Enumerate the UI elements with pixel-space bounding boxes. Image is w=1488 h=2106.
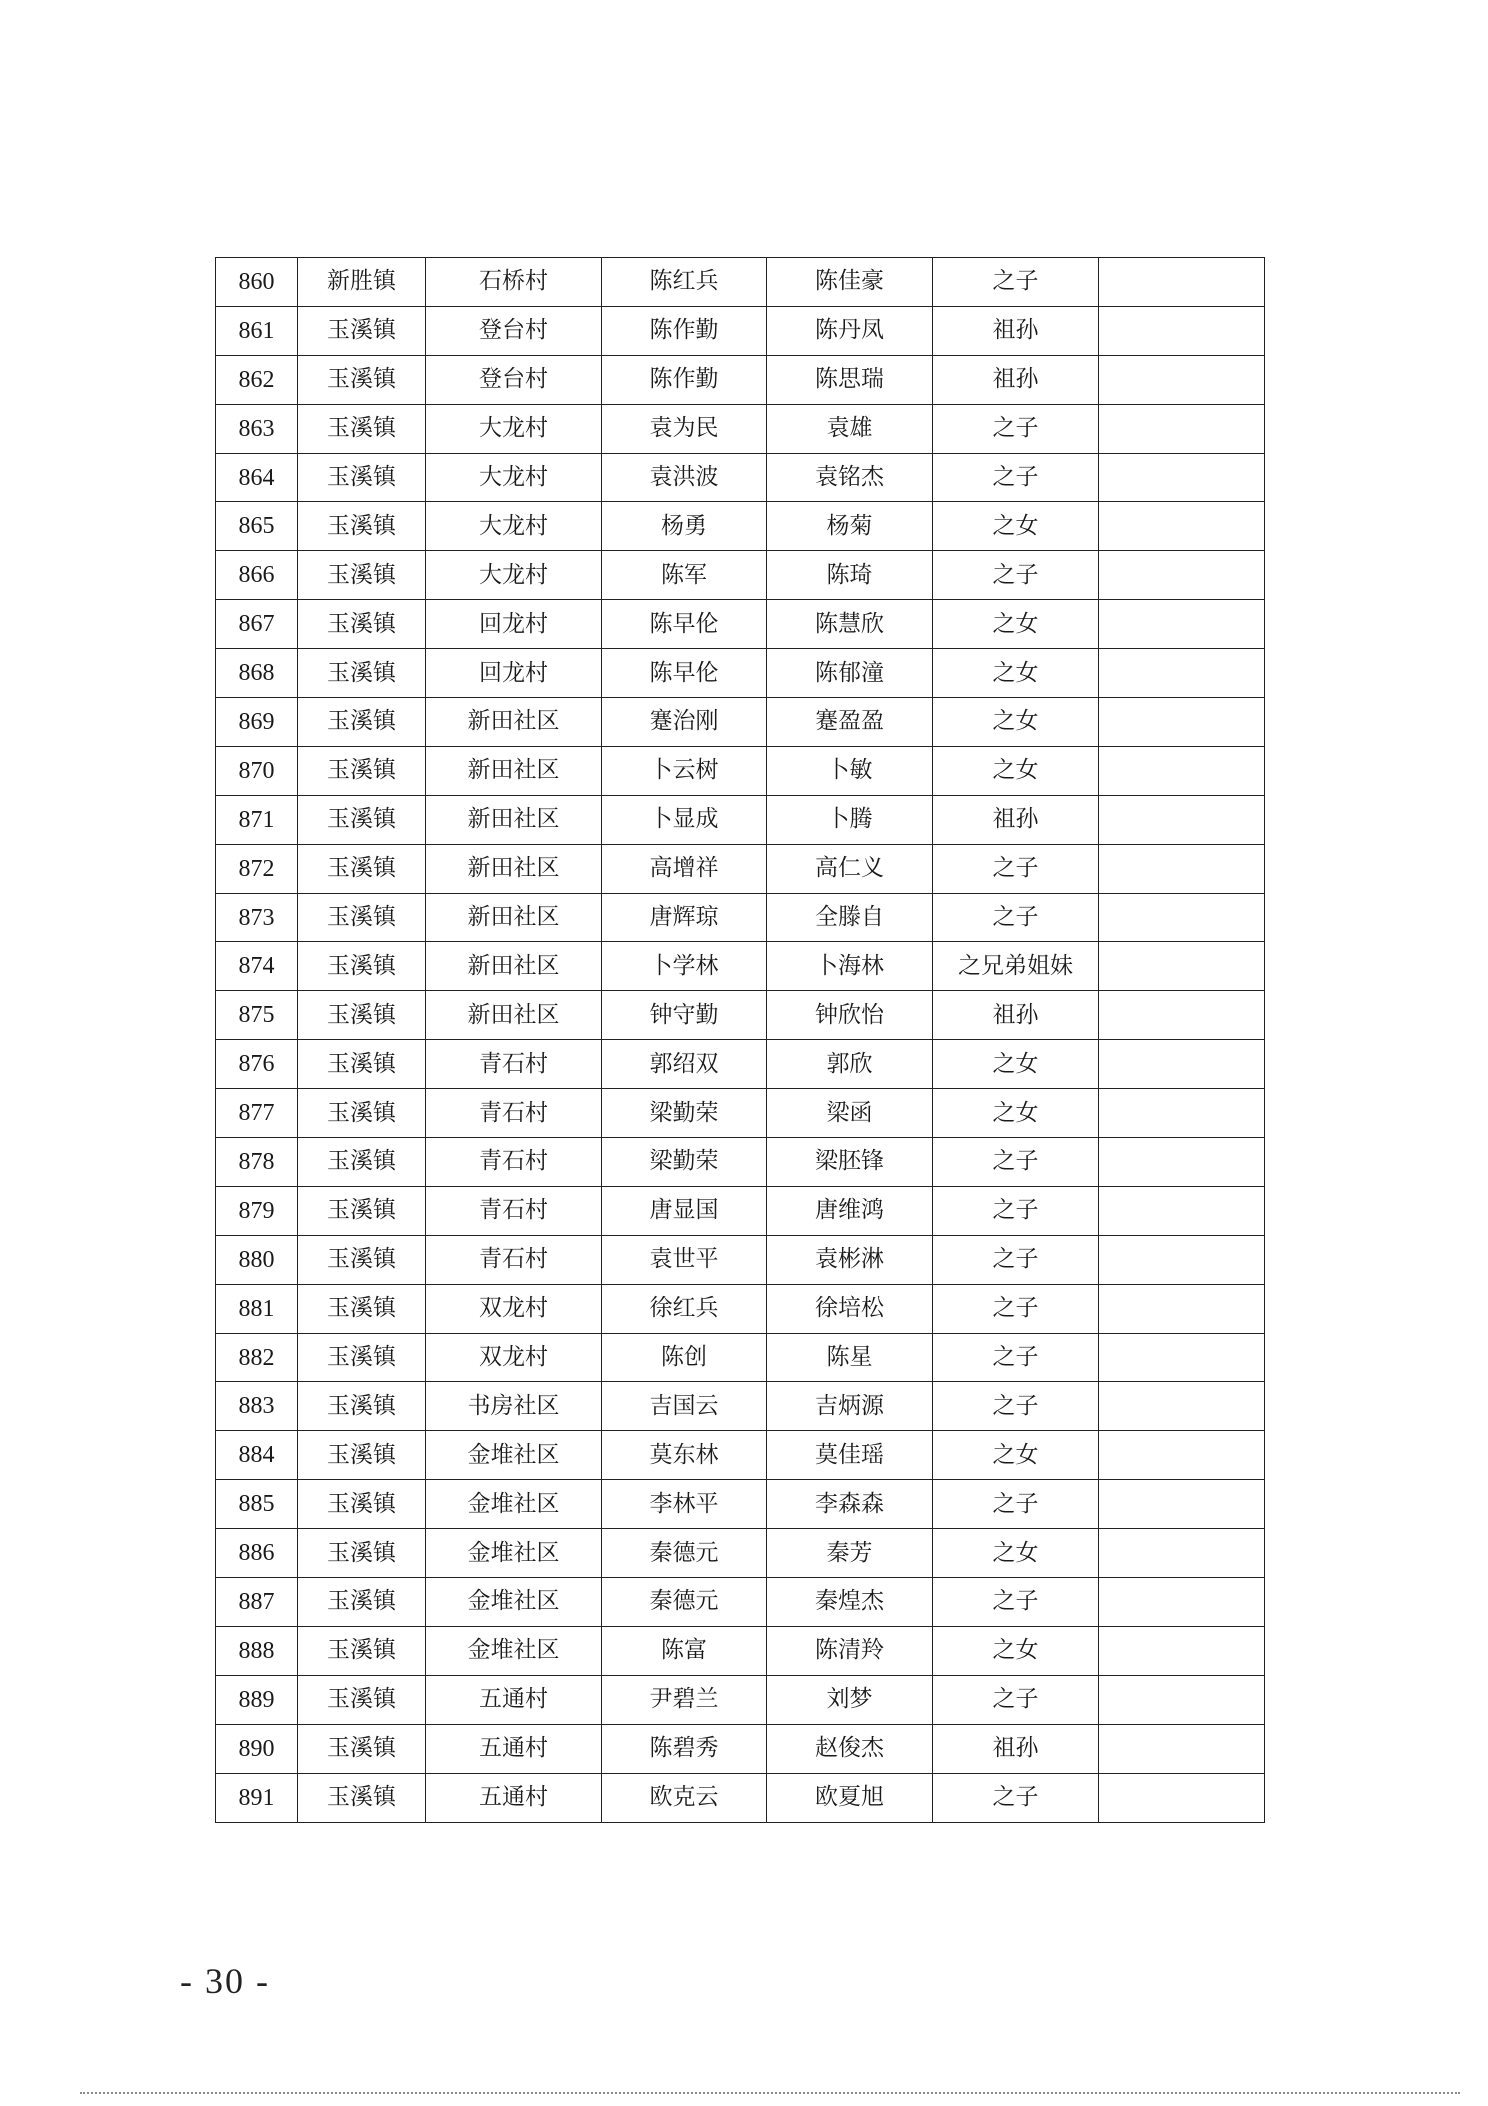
cell-child-name: 郭欣 <box>767 1040 933 1089</box>
table-row <box>216 795 1265 844</box>
cell-parent-name: 陈碧秀 <box>602 1724 767 1773</box>
cell-note <box>1099 1773 1265 1822</box>
cell-parent-name: 袁为民 <box>602 404 767 453</box>
cell-child-name: 秦芳 <box>767 1529 933 1578</box>
cell-number: 865 <box>216 502 298 551</box>
cell-number: 885 <box>216 1480 298 1529</box>
cell-village: 金堆社区 <box>426 1480 602 1529</box>
cell-number: 870 <box>216 746 298 795</box>
cell-child-name: 欧夏旭 <box>767 1773 933 1822</box>
cell-relation: 之子 <box>933 844 1099 893</box>
table-row <box>216 1675 1265 1724</box>
cell-relation: 之子 <box>933 1284 1099 1333</box>
cell-number: 879 <box>216 1186 298 1235</box>
cell-parent-name: 陈创 <box>602 1333 767 1382</box>
cell-note <box>1099 1431 1265 1480</box>
cell-parent-name: 卜学林 <box>602 942 767 991</box>
cell-note <box>1099 649 1265 698</box>
cell-village: 登台村 <box>426 306 602 355</box>
cell-relation: 之子 <box>933 1773 1099 1822</box>
cell-note <box>1099 1675 1265 1724</box>
table-row <box>216 600 1265 649</box>
cell-village: 回龙村 <box>426 649 602 698</box>
table-row <box>216 551 1265 600</box>
cell-child-name: 卜海林 <box>767 942 933 991</box>
cell-child-name: 高仁义 <box>767 844 933 893</box>
cell-village: 书房社区 <box>426 1382 602 1431</box>
cell-number: 869 <box>216 698 298 747</box>
table-row <box>216 502 1265 551</box>
cell-town: 玉溪镇 <box>298 1480 426 1529</box>
cell-relation: 之子 <box>933 1235 1099 1284</box>
cell-village: 金堆社区 <box>426 1626 602 1675</box>
cell-note <box>1099 551 1265 600</box>
cell-relation: 之子 <box>933 1186 1099 1235</box>
cell-parent-name: 高增祥 <box>602 844 767 893</box>
table-row <box>216 1382 1265 1431</box>
cell-note <box>1099 1138 1265 1187</box>
cell-relation: 之兄弟姐妹 <box>933 942 1099 991</box>
page-number: - 30 - <box>180 1961 270 2001</box>
cell-town: 玉溪镇 <box>298 1186 426 1235</box>
cell-note <box>1099 355 1265 404</box>
cell-village: 金堆社区 <box>426 1529 602 1578</box>
cell-number: 877 <box>216 1089 298 1138</box>
cell-note <box>1099 698 1265 747</box>
cell-child-name: 卜敏 <box>767 746 933 795</box>
cell-child-name: 徐培松 <box>767 1284 933 1333</box>
cell-relation: 祖孙 <box>933 355 1099 404</box>
cell-village: 双龙村 <box>426 1284 602 1333</box>
cell-parent-name: 欧克云 <box>602 1773 767 1822</box>
cell-note <box>1099 1626 1265 1675</box>
table-row <box>216 355 1265 404</box>
cell-parent-name: 卜显成 <box>602 795 767 844</box>
cell-parent-name: 秦德元 <box>602 1529 767 1578</box>
cell-child-name: 唐维鸿 <box>767 1186 933 1235</box>
cell-village: 青石村 <box>426 1235 602 1284</box>
cell-village: 大龙村 <box>426 551 602 600</box>
cell-relation: 之子 <box>933 1382 1099 1431</box>
cell-town: 玉溪镇 <box>298 1773 426 1822</box>
cell-note <box>1099 1529 1265 1578</box>
cell-number: 886 <box>216 1529 298 1578</box>
table-row <box>216 1724 1265 1773</box>
cell-town: 玉溪镇 <box>298 1382 426 1431</box>
cell-relation: 祖孙 <box>933 306 1099 355</box>
table-row <box>216 1480 1265 1529</box>
cell-child-name: 刘梦 <box>767 1675 933 1724</box>
cell-relation: 之子 <box>933 1333 1099 1382</box>
cell-relation: 之子 <box>933 1578 1099 1627</box>
table-row <box>216 1578 1265 1627</box>
cell-village: 新田社区 <box>426 844 602 893</box>
cell-child-name: 陈佳豪 <box>767 258 933 307</box>
cell-number: 881 <box>216 1284 298 1333</box>
cell-child-name: 梁胚锋 <box>767 1138 933 1187</box>
cell-relation: 之女 <box>933 600 1099 649</box>
table-row <box>216 1138 1265 1187</box>
table-row <box>216 1626 1265 1675</box>
cell-note <box>1099 991 1265 1040</box>
cell-number: 874 <box>216 942 298 991</box>
cell-village: 新田社区 <box>426 942 602 991</box>
cell-relation: 之女 <box>933 746 1099 795</box>
cell-number: 888 <box>216 1626 298 1675</box>
cell-village: 回龙村 <box>426 600 602 649</box>
table-row <box>216 404 1265 453</box>
cell-parent-name: 杨勇 <box>602 502 767 551</box>
cell-note <box>1099 1382 1265 1431</box>
cell-parent-name: 陈红兵 <box>602 258 767 307</box>
cell-child-name: 陈琦 <box>767 551 933 600</box>
cell-child-name: 吉炳源 <box>767 1382 933 1431</box>
cell-town: 玉溪镇 <box>298 893 426 942</box>
cell-relation: 之女 <box>933 1431 1099 1480</box>
cell-note <box>1099 1284 1265 1333</box>
cell-relation: 之女 <box>933 1040 1099 1089</box>
cell-town: 玉溪镇 <box>298 942 426 991</box>
cell-note <box>1099 1724 1265 1773</box>
cell-number: 883 <box>216 1382 298 1431</box>
cell-village: 金堆社区 <box>426 1431 602 1480</box>
cell-parent-name: 袁世平 <box>602 1235 767 1284</box>
cell-number: 868 <box>216 649 298 698</box>
cell-town: 玉溪镇 <box>298 1333 426 1382</box>
cell-relation: 之子 <box>933 1675 1099 1724</box>
cell-note <box>1099 1578 1265 1627</box>
cell-child-name: 陈郁潼 <box>767 649 933 698</box>
cell-town: 玉溪镇 <box>298 746 426 795</box>
cell-note <box>1099 844 1265 893</box>
cell-town: 玉溪镇 <box>298 1235 426 1284</box>
cell-parent-name: 蹇治刚 <box>602 698 767 747</box>
cell-number: 866 <box>216 551 298 600</box>
cell-parent-name: 卜云树 <box>602 746 767 795</box>
cell-relation: 之女 <box>933 1529 1099 1578</box>
table-row <box>216 649 1265 698</box>
cell-number: 876 <box>216 1040 298 1089</box>
cell-town: 玉溪镇 <box>298 795 426 844</box>
table-row <box>216 844 1265 893</box>
cell-town: 玉溪镇 <box>298 1724 426 1773</box>
cell-child-name: 陈慧欣 <box>767 600 933 649</box>
scan-edge-artifact <box>80 2092 1460 2094</box>
table-row <box>216 258 1265 307</box>
cell-number: 873 <box>216 893 298 942</box>
table-row <box>216 1773 1265 1822</box>
cell-town: 玉溪镇 <box>298 502 426 551</box>
cell-parent-name: 李林平 <box>602 1480 767 1529</box>
cell-note <box>1099 258 1265 307</box>
cell-child-name: 钟欣怡 <box>767 991 933 1040</box>
cell-parent-name: 唐辉琼 <box>602 893 767 942</box>
cell-relation: 之子 <box>933 1480 1099 1529</box>
cell-town: 玉溪镇 <box>298 355 426 404</box>
cell-child-name: 陈思瑞 <box>767 355 933 404</box>
cell-note <box>1099 1186 1265 1235</box>
cell-parent-name: 陈富 <box>602 1626 767 1675</box>
cell-child-name: 陈丹凤 <box>767 306 933 355</box>
table-row <box>216 1040 1265 1089</box>
cell-child-name: 梁函 <box>767 1089 933 1138</box>
cell-note <box>1099 1480 1265 1529</box>
cell-town: 玉溪镇 <box>298 991 426 1040</box>
cell-child-name: 杨菊 <box>767 502 933 551</box>
table-row <box>216 746 1265 795</box>
cell-parent-name: 徐红兵 <box>602 1284 767 1333</box>
cell-number: 860 <box>216 258 298 307</box>
cell-town: 玉溪镇 <box>298 1675 426 1724</box>
cell-village: 五通村 <box>426 1724 602 1773</box>
cell-number: 871 <box>216 795 298 844</box>
cell-number: 867 <box>216 600 298 649</box>
cell-number: 861 <box>216 306 298 355</box>
cell-child-name: 秦煌杰 <box>767 1578 933 1627</box>
cell-child-name: 莫佳瑶 <box>767 1431 933 1480</box>
cell-child-name: 袁铭杰 <box>767 453 933 502</box>
cell-number: 889 <box>216 1675 298 1724</box>
cell-parent-name: 尹碧兰 <box>602 1675 767 1724</box>
cell-village: 新田社区 <box>426 991 602 1040</box>
cell-relation: 之女 <box>933 698 1099 747</box>
cell-parent-name: 陈军 <box>602 551 767 600</box>
cell-relation: 之女 <box>933 1089 1099 1138</box>
table-row <box>216 893 1265 942</box>
cell-relation: 祖孙 <box>933 795 1099 844</box>
cell-child-name: 蹇盈盈 <box>767 698 933 747</box>
table-row <box>216 453 1265 502</box>
cell-village: 青石村 <box>426 1040 602 1089</box>
table-row <box>216 1186 1265 1235</box>
cell-parent-name: 秦德元 <box>602 1578 767 1627</box>
cell-child-name: 卜腾 <box>767 795 933 844</box>
cell-relation: 之子 <box>933 404 1099 453</box>
cell-parent-name: 袁洪波 <box>602 453 767 502</box>
cell-child-name: 袁彬淋 <box>767 1235 933 1284</box>
cell-number: 872 <box>216 844 298 893</box>
cell-town: 玉溪镇 <box>298 453 426 502</box>
cell-relation: 之子 <box>933 893 1099 942</box>
cell-number: 875 <box>216 991 298 1040</box>
cell-note <box>1099 1333 1265 1382</box>
cell-parent-name: 吉国云 <box>602 1382 767 1431</box>
cell-village: 青石村 <box>426 1186 602 1235</box>
cell-town: 玉溪镇 <box>298 1431 426 1480</box>
cell-note <box>1099 1040 1265 1089</box>
table-row <box>216 1235 1265 1284</box>
cell-number: 884 <box>216 1431 298 1480</box>
cell-note <box>1099 453 1265 502</box>
cell-parent-name: 梁勤荣 <box>602 1138 767 1187</box>
cell-town: 玉溪镇 <box>298 649 426 698</box>
cell-town: 玉溪镇 <box>298 600 426 649</box>
cell-town: 玉溪镇 <box>298 698 426 747</box>
table-row <box>216 1529 1265 1578</box>
table-row <box>216 942 1265 991</box>
cell-number: 882 <box>216 1333 298 1382</box>
cell-relation: 之女 <box>933 649 1099 698</box>
cell-number: 878 <box>216 1138 298 1187</box>
cell-number: 880 <box>216 1235 298 1284</box>
cell-note <box>1099 795 1265 844</box>
cell-relation: 祖孙 <box>933 1724 1099 1773</box>
cell-relation: 之子 <box>933 258 1099 307</box>
cell-parent-name: 陈早伦 <box>602 649 767 698</box>
cell-town: 玉溪镇 <box>298 1138 426 1187</box>
cell-number: 890 <box>216 1724 298 1773</box>
table-row <box>216 1333 1265 1382</box>
cell-relation: 之子 <box>933 1138 1099 1187</box>
cell-parent-name: 梁勤荣 <box>602 1089 767 1138</box>
cell-note <box>1099 502 1265 551</box>
cell-relation: 祖孙 <box>933 991 1099 1040</box>
cell-town: 玉溪镇 <box>298 404 426 453</box>
table-row <box>216 306 1265 355</box>
cell-village: 大龙村 <box>426 453 602 502</box>
cell-parent-name: 莫东林 <box>602 1431 767 1480</box>
cell-child-name: 袁雄 <box>767 404 933 453</box>
cell-number: 863 <box>216 404 298 453</box>
cell-relation: 之子 <box>933 453 1099 502</box>
cell-village: 新田社区 <box>426 698 602 747</box>
cell-town: 玉溪镇 <box>298 1529 426 1578</box>
cell-town: 玉溪镇 <box>298 1040 426 1089</box>
cell-relation: 之女 <box>933 1626 1099 1675</box>
cell-village: 大龙村 <box>426 404 602 453</box>
cell-village: 金堆社区 <box>426 1578 602 1627</box>
cell-child-name: 陈星 <box>767 1333 933 1382</box>
cell-village: 新田社区 <box>426 795 602 844</box>
cell-child-name: 李森森 <box>767 1480 933 1529</box>
cell-town: 玉溪镇 <box>298 1089 426 1138</box>
cell-number: 891 <box>216 1773 298 1822</box>
cell-number: 862 <box>216 355 298 404</box>
cell-number: 887 <box>216 1578 298 1627</box>
cell-village: 石桥村 <box>426 258 602 307</box>
cell-village: 新田社区 <box>426 746 602 795</box>
cell-village: 五通村 <box>426 1773 602 1822</box>
cell-note <box>1099 1089 1265 1138</box>
table-row <box>216 698 1265 747</box>
cell-town: 玉溪镇 <box>298 1626 426 1675</box>
cell-number: 864 <box>216 453 298 502</box>
cell-parent-name: 陈作勤 <box>602 306 767 355</box>
cell-child-name: 赵俊杰 <box>767 1724 933 1773</box>
cell-village: 大龙村 <box>426 502 602 551</box>
cell-town: 玉溪镇 <box>298 1284 426 1333</box>
table-row <box>216 1089 1265 1138</box>
cell-village: 青石村 <box>426 1089 602 1138</box>
cell-relation: 之女 <box>933 502 1099 551</box>
cell-village: 登台村 <box>426 355 602 404</box>
cell-note <box>1099 942 1265 991</box>
cell-parent-name: 陈作勤 <box>602 355 767 404</box>
table-row <box>216 1284 1265 1333</box>
cell-note <box>1099 893 1265 942</box>
cell-village: 五通村 <box>426 1675 602 1724</box>
cell-town: 玉溪镇 <box>298 306 426 355</box>
table-row <box>216 1431 1265 1480</box>
cell-town: 玉溪镇 <box>298 844 426 893</box>
cell-note <box>1099 404 1265 453</box>
cell-relation: 之子 <box>933 551 1099 600</box>
cell-child-name: 陈清羚 <box>767 1626 933 1675</box>
cell-village: 青石村 <box>426 1138 602 1187</box>
cell-note <box>1099 306 1265 355</box>
roster-table <box>215 257 1265 1823</box>
cell-town: 玉溪镇 <box>298 1578 426 1627</box>
table-row <box>216 991 1265 1040</box>
cell-note <box>1099 746 1265 795</box>
cell-parent-name: 郭绍双 <box>602 1040 767 1089</box>
cell-town: 新胜镇 <box>298 258 426 307</box>
cell-note <box>1099 600 1265 649</box>
roster-table-body <box>216 258 1265 1823</box>
cell-note <box>1099 1235 1265 1284</box>
cell-village: 新田社区 <box>426 893 602 942</box>
cell-village: 双龙村 <box>426 1333 602 1382</box>
cell-parent-name: 唐显国 <box>602 1186 767 1235</box>
cell-town: 玉溪镇 <box>298 551 426 600</box>
cell-parent-name: 钟守勤 <box>602 991 767 1040</box>
cell-child-name: 全滕自 <box>767 893 933 942</box>
cell-parent-name: 陈早伦 <box>602 600 767 649</box>
